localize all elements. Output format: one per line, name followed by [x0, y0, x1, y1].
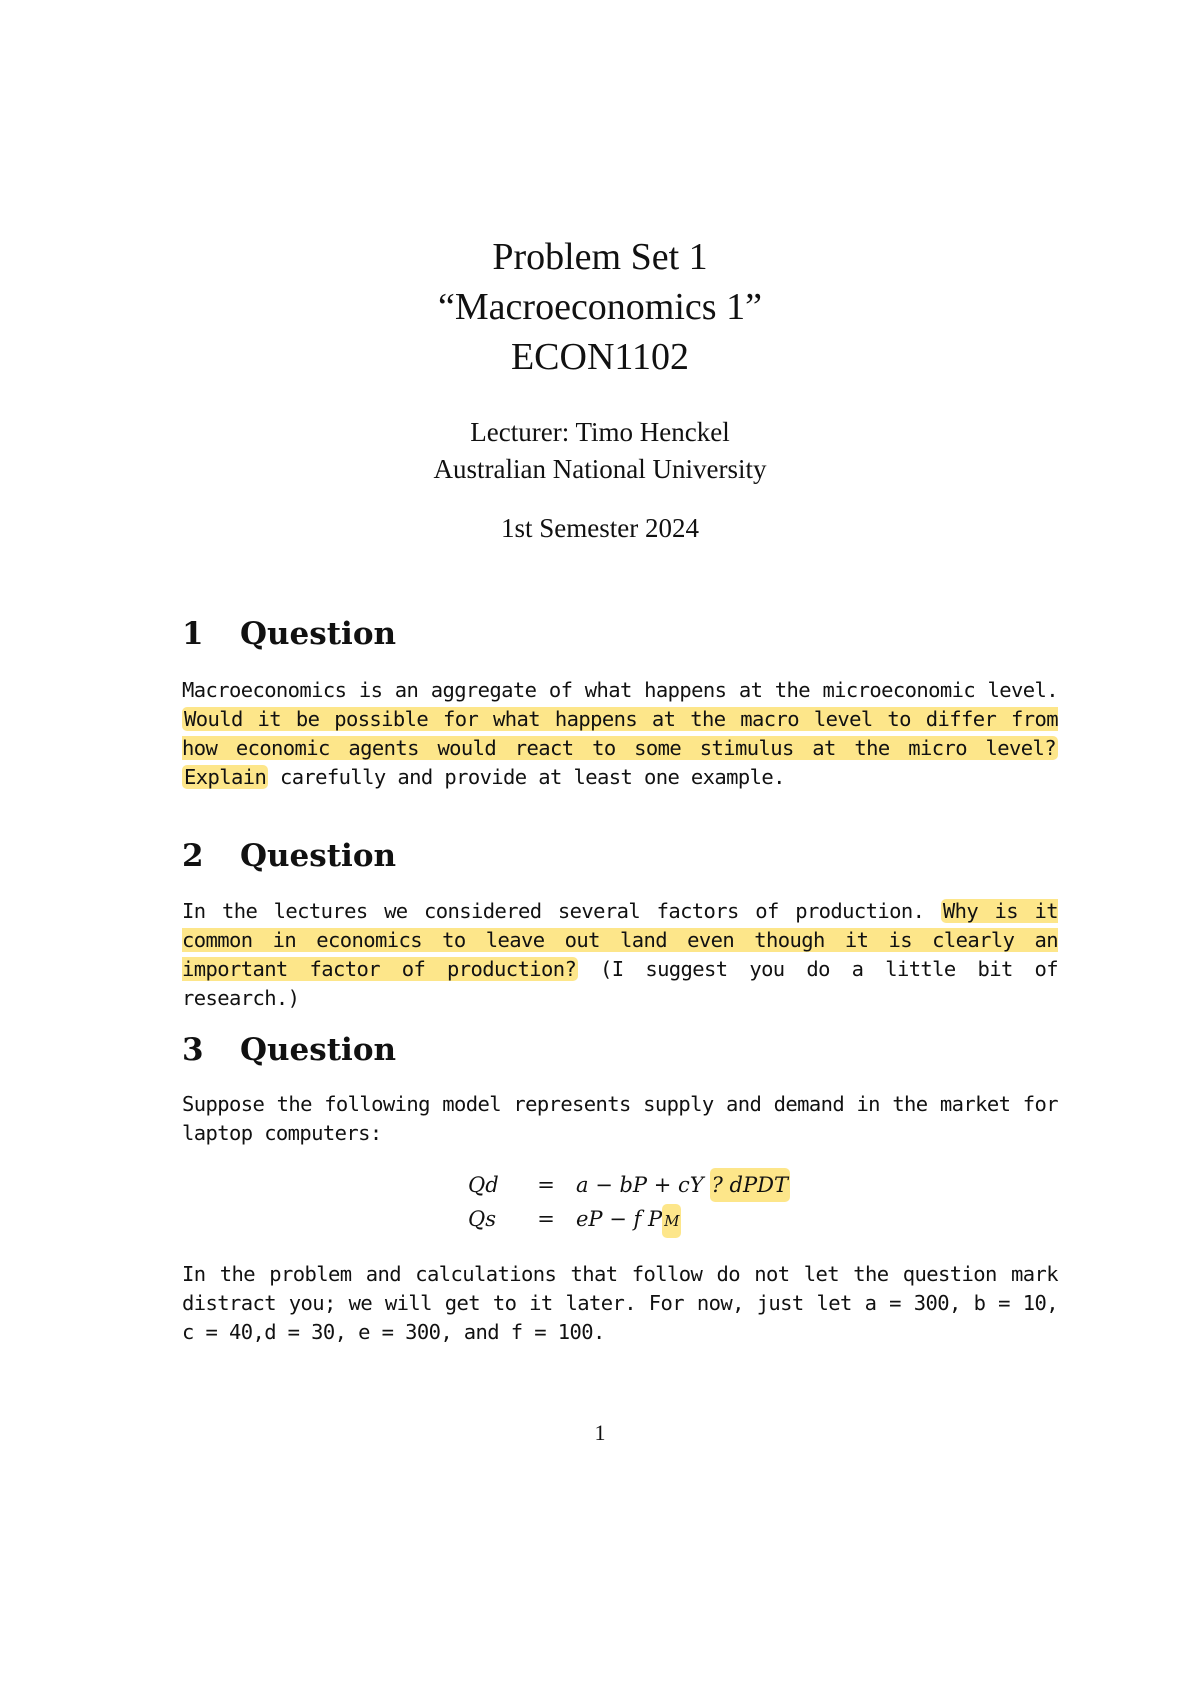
plain-text: (I suggest you do a little bit of research.): [182, 957, 1058, 1010]
section-heading-2: [182, 836, 396, 876]
demand-equation: [468, 1168, 790, 1202]
document-title: Problem Set 1: [492, 236, 708, 278]
supply-equation: [468, 1202, 790, 1238]
equation-rhs: eP − f P: [576, 1207, 663, 1231]
section-title: Question: [240, 838, 397, 874]
semester: 1st Semester 2024: [501, 513, 699, 543]
equals-sign: =: [537, 1207, 555, 1231]
plain-text: In the problem and calculations that follow do not let the question mark distract you; we will get to it later. For now, just let a = 300, b = 10, c = 40,d = 30, e = 300, and f = 100.: [182, 1262, 1058, 1344]
question-1-text: [182, 676, 1058, 792]
plain-text: In the lectures we considered several factors of production.: [182, 899, 925, 923]
plain-text: carefully and provide at least one example.: [279, 765, 785, 789]
plain-text: Macroeconomics is an aggregate of what happens at the microeconomic level.: [182, 678, 1058, 702]
highlighted-text[interactable]: Why is it common in economics to leave out land even though it is clearly an important factor of production?: [182, 899, 1058, 981]
author-block: [0, 414, 1200, 488]
question-2-text: [182, 897, 1058, 1013]
equation-lhs: Qd: [468, 1173, 499, 1197]
page-number: 1: [594, 1420, 606, 1445]
lecturer: Lecturer: Timo Henckel: [470, 417, 730, 447]
course-name: “Macroeconomics 1”: [438, 286, 762, 328]
question-3-text: [182, 1090, 1058, 1148]
equation-lhs: Qs: [468, 1207, 496, 1231]
plain-text: Suppose the following model represents supply and demand in the market for laptop computers:: [182, 1092, 1058, 1145]
highlighted-term[interactable]: M: [662, 1204, 681, 1238]
section-title: Question: [240, 1032, 397, 1068]
equation-system: [468, 1168, 790, 1238]
section-number: 2: [182, 838, 204, 874]
title-block: [0, 232, 1200, 382]
section-heading-3: [182, 1030, 396, 1070]
equation-rhs: a − bP + cY: [576, 1173, 704, 1197]
section-heading-1: [182, 614, 396, 654]
section-title: Question: [240, 616, 397, 652]
equals-sign: =: [537, 1173, 555, 1197]
highlighted-text[interactable]: Explain: [184, 765, 267, 789]
question-3-followup: [182, 1260, 1058, 1347]
university: Australian National University: [433, 454, 767, 484]
course-code: ECON1102: [510, 336, 690, 378]
section-number: 1: [182, 616, 204, 652]
section-number: 3: [182, 1032, 204, 1068]
highlighted-text[interactable]: Would it be possible for what happens at the macro level to differ from how economic agents would react to some stimulus at the micro level?: [182, 707, 1058, 760]
highlighted-term[interactable]: ? dPDT: [710, 1168, 790, 1202]
